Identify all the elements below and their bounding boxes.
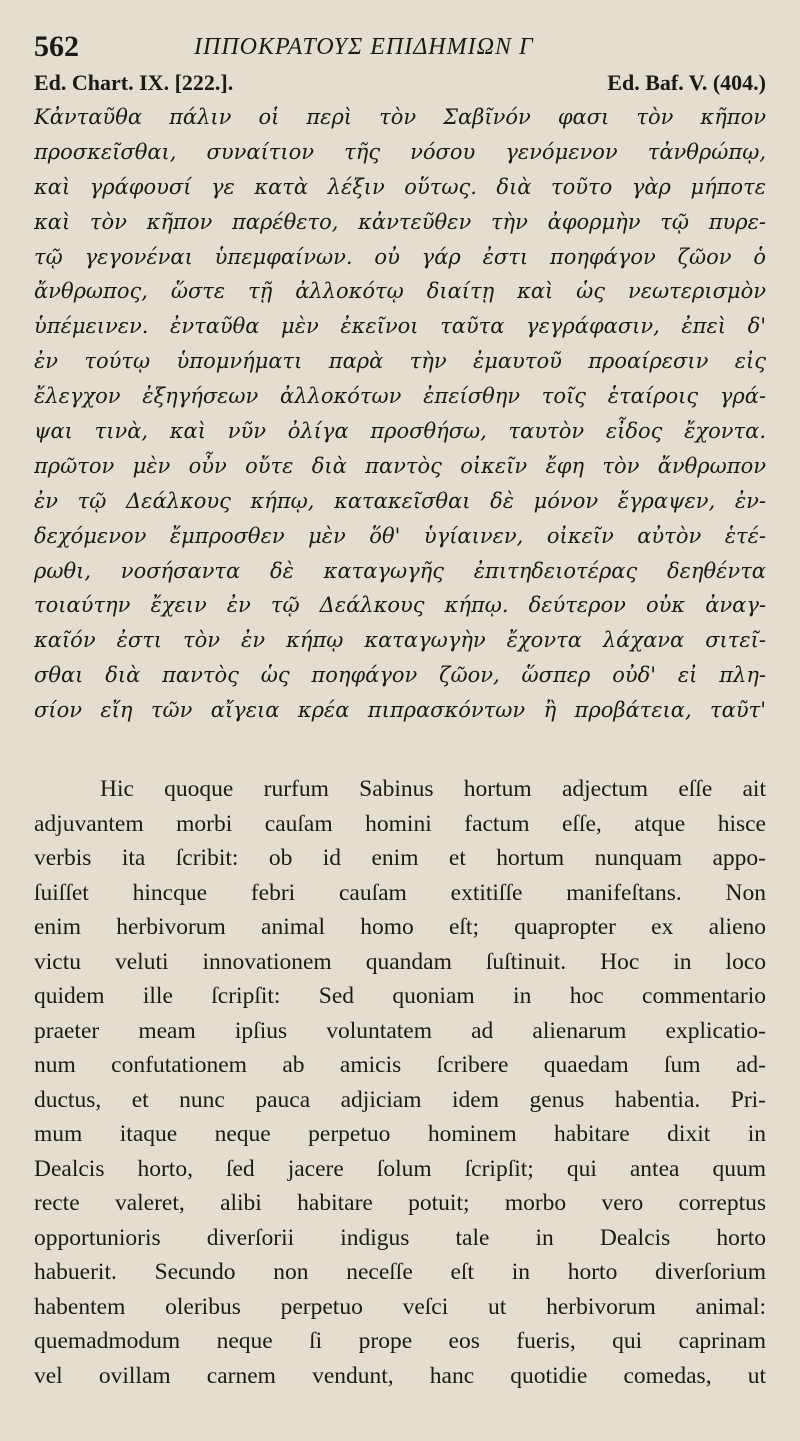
latin-line: ſuiſſet hincque febri cauſam extitiſſe manifeſtans. Non [34,879,766,906]
greek-line: πρῶτον μὲν οὖν οὔτε διὰ παντὸς οἰκεῖν ἔφη τὸν ἄνθρωπον [34,453,766,478]
latin-line: Hic quoque rurfum Sabinus hortum adjectum eſſe ait [100,776,766,802]
edition-references [34,70,766,100]
greek-line: ρωθι, νοσήσαντα δὲ καταγωγῆς ἐπιτηδειοτέρας δεηθέντα [34,558,766,583]
latin-line: quemadmodum neque ſi prope eos fueris, qui caprinam [34,1328,766,1354]
latin-line: adjuvantem morbi cauſam homini factum eſſe, atque hisce [34,810,766,837]
latin-line: Dealcis horto, ſed jacere ſolum ſcripſit; qui antea quum [34,1155,766,1182]
greek-line: Κἀνταῦθα πάλιν οἱ περὶ τὸν Σαβῖνόν φασι τὸν κῆπον [34,105,766,129]
latin-line: habentem oleribus perpetuo veſci ut herbivorum animal: [34,1293,766,1320]
greek-line: τοιαύτην ἔχειν ἐν τῷ Δεάλκους κήπῳ. δεύτερον οὐκ ἀναγ- [34,593,766,618]
greek-text-block [34,100,766,728]
latin-line: quidem ille ſcripſit: Sed quoniam in hoc commentario [34,983,766,1009]
greek-line: δεχόμενον ἔμπροσθεν μὲν ὅθ' ὑγίαινεν, οἰκεῖν αὐτὸν ἑτέ- [34,523,766,548]
greek-line: καὶ γράφουσί γε κατὰ λέξιν οὕτως. διὰ τοῦτο γὰρ μήποτε [34,174,766,199]
greek-line: σθαι διὰ παντὸς ὡς ποηφάγον ζῶον, ὥσπερ οὐδ' εἰ πλη- [34,663,766,688]
latin-line: recte valeret, alibi habitare potuit; morbo vero correptus [34,1190,766,1216]
greek-line: τῷ γεγονέναι ὑπεμφαίνων. οὐ γάρ ἐστι ποηφάγον ζῶον ὁ [34,244,766,269]
latin-line: ductus, et nunc pauca adjiciam idem genus habentia. Pri- [34,1086,766,1113]
latin-line: num confutationem ab amicis ſcribere quaedam ſum ad- [34,1052,766,1078]
greek-line: προσκεῖσθαι, συναίτιον τῆς νόσου γενόμενον τἀνθρώπῳ, [34,139,766,164]
latin-line: praeter meam ipſius voluntatem ad alienarum explicatio- [34,1017,766,1044]
running-title: ΙΠΠΟΚΡΑΤΟΥΣ ΕΠΙΔΗΜΙΩΝ Γ [194,34,534,60]
greek-line: καῖόν ἐστι τὸν ἐν κήπῳ καταγωγὴν ἔχοντα λάχανα σιτεῖ- [34,628,766,653]
latin-line: vel ovillam carnem vendunt, hanc quotidie comedas, ut [34,1362,766,1389]
page-number: 562 [34,30,79,63]
latin-line: victu veluti innovationem quandam ſuſtinuit. Hoc in loco [34,948,766,975]
greek-line: ἄνθρωπος, ὥστε τῇ ἀλλοκότῳ διαίτῃ καὶ ὡς νεωτερισμὸν [34,279,766,304]
greek-line: σίον εἴη τῶν αἴγεια κρέα πιπρασκόντων ἢ προβάτεια, ταῦτ' [34,698,766,723]
latin-line: verbis ita ſcribit: ob id enim et hortum nunquam appo- [34,845,766,871]
greek-line: καὶ τὸν κῆπον παρέθετο, κἀντεῦθεν τὴν ἀφορμὴν τῷ πυρε- [34,209,766,234]
greek-line: ψαι τινὰ, καὶ νῦν ὀλίγα προσθήσω, ταυτὸν εἶδος ἔχοντα. [34,419,766,444]
page-header [34,30,766,70]
greek-line: ὑπέμεινεν. ἐνταῦθα μὲν ἐκεῖνοι ταῦτα γεγράφασιν, ἐπεὶ δ' [34,314,766,339]
latin-line: opportunioris diverſorii indigus tale in Dealcis horto [34,1224,766,1251]
edition-chartier-ref: Ed. Chart. IX. [222.]. [34,70,234,95]
greek-line: ἔλεγχον ἐξηγήσεων ἀλλοκότων ἐπείσθην τοῖς ἑταίροις γρά- [34,384,766,409]
latin-line: enim herbivorum animal homo eſt; quapropter ex alieno [34,914,766,940]
greek-line: ἐν τούτῳ ὑπομνήματι παρὰ τὴν ἐμαυτοῦ προαίρεσιν εἰς [34,349,766,374]
latin-line: habuerit. Secundo non neceſſe eſt in horto diverſorium [34,1259,766,1285]
latin-line: mum itaque neque perpetuo hominem habitare dixit in [34,1121,766,1147]
latin-translation-block [34,772,766,1393]
edition-basel-ref: Ed. Baf. V. (404.) [607,70,766,95]
greek-line: ἐν τῷ Δεάλκους κήπῳ, κατακεῖσθαι δὲ μόνον ἔγραψεν, ἐν- [34,488,766,513]
